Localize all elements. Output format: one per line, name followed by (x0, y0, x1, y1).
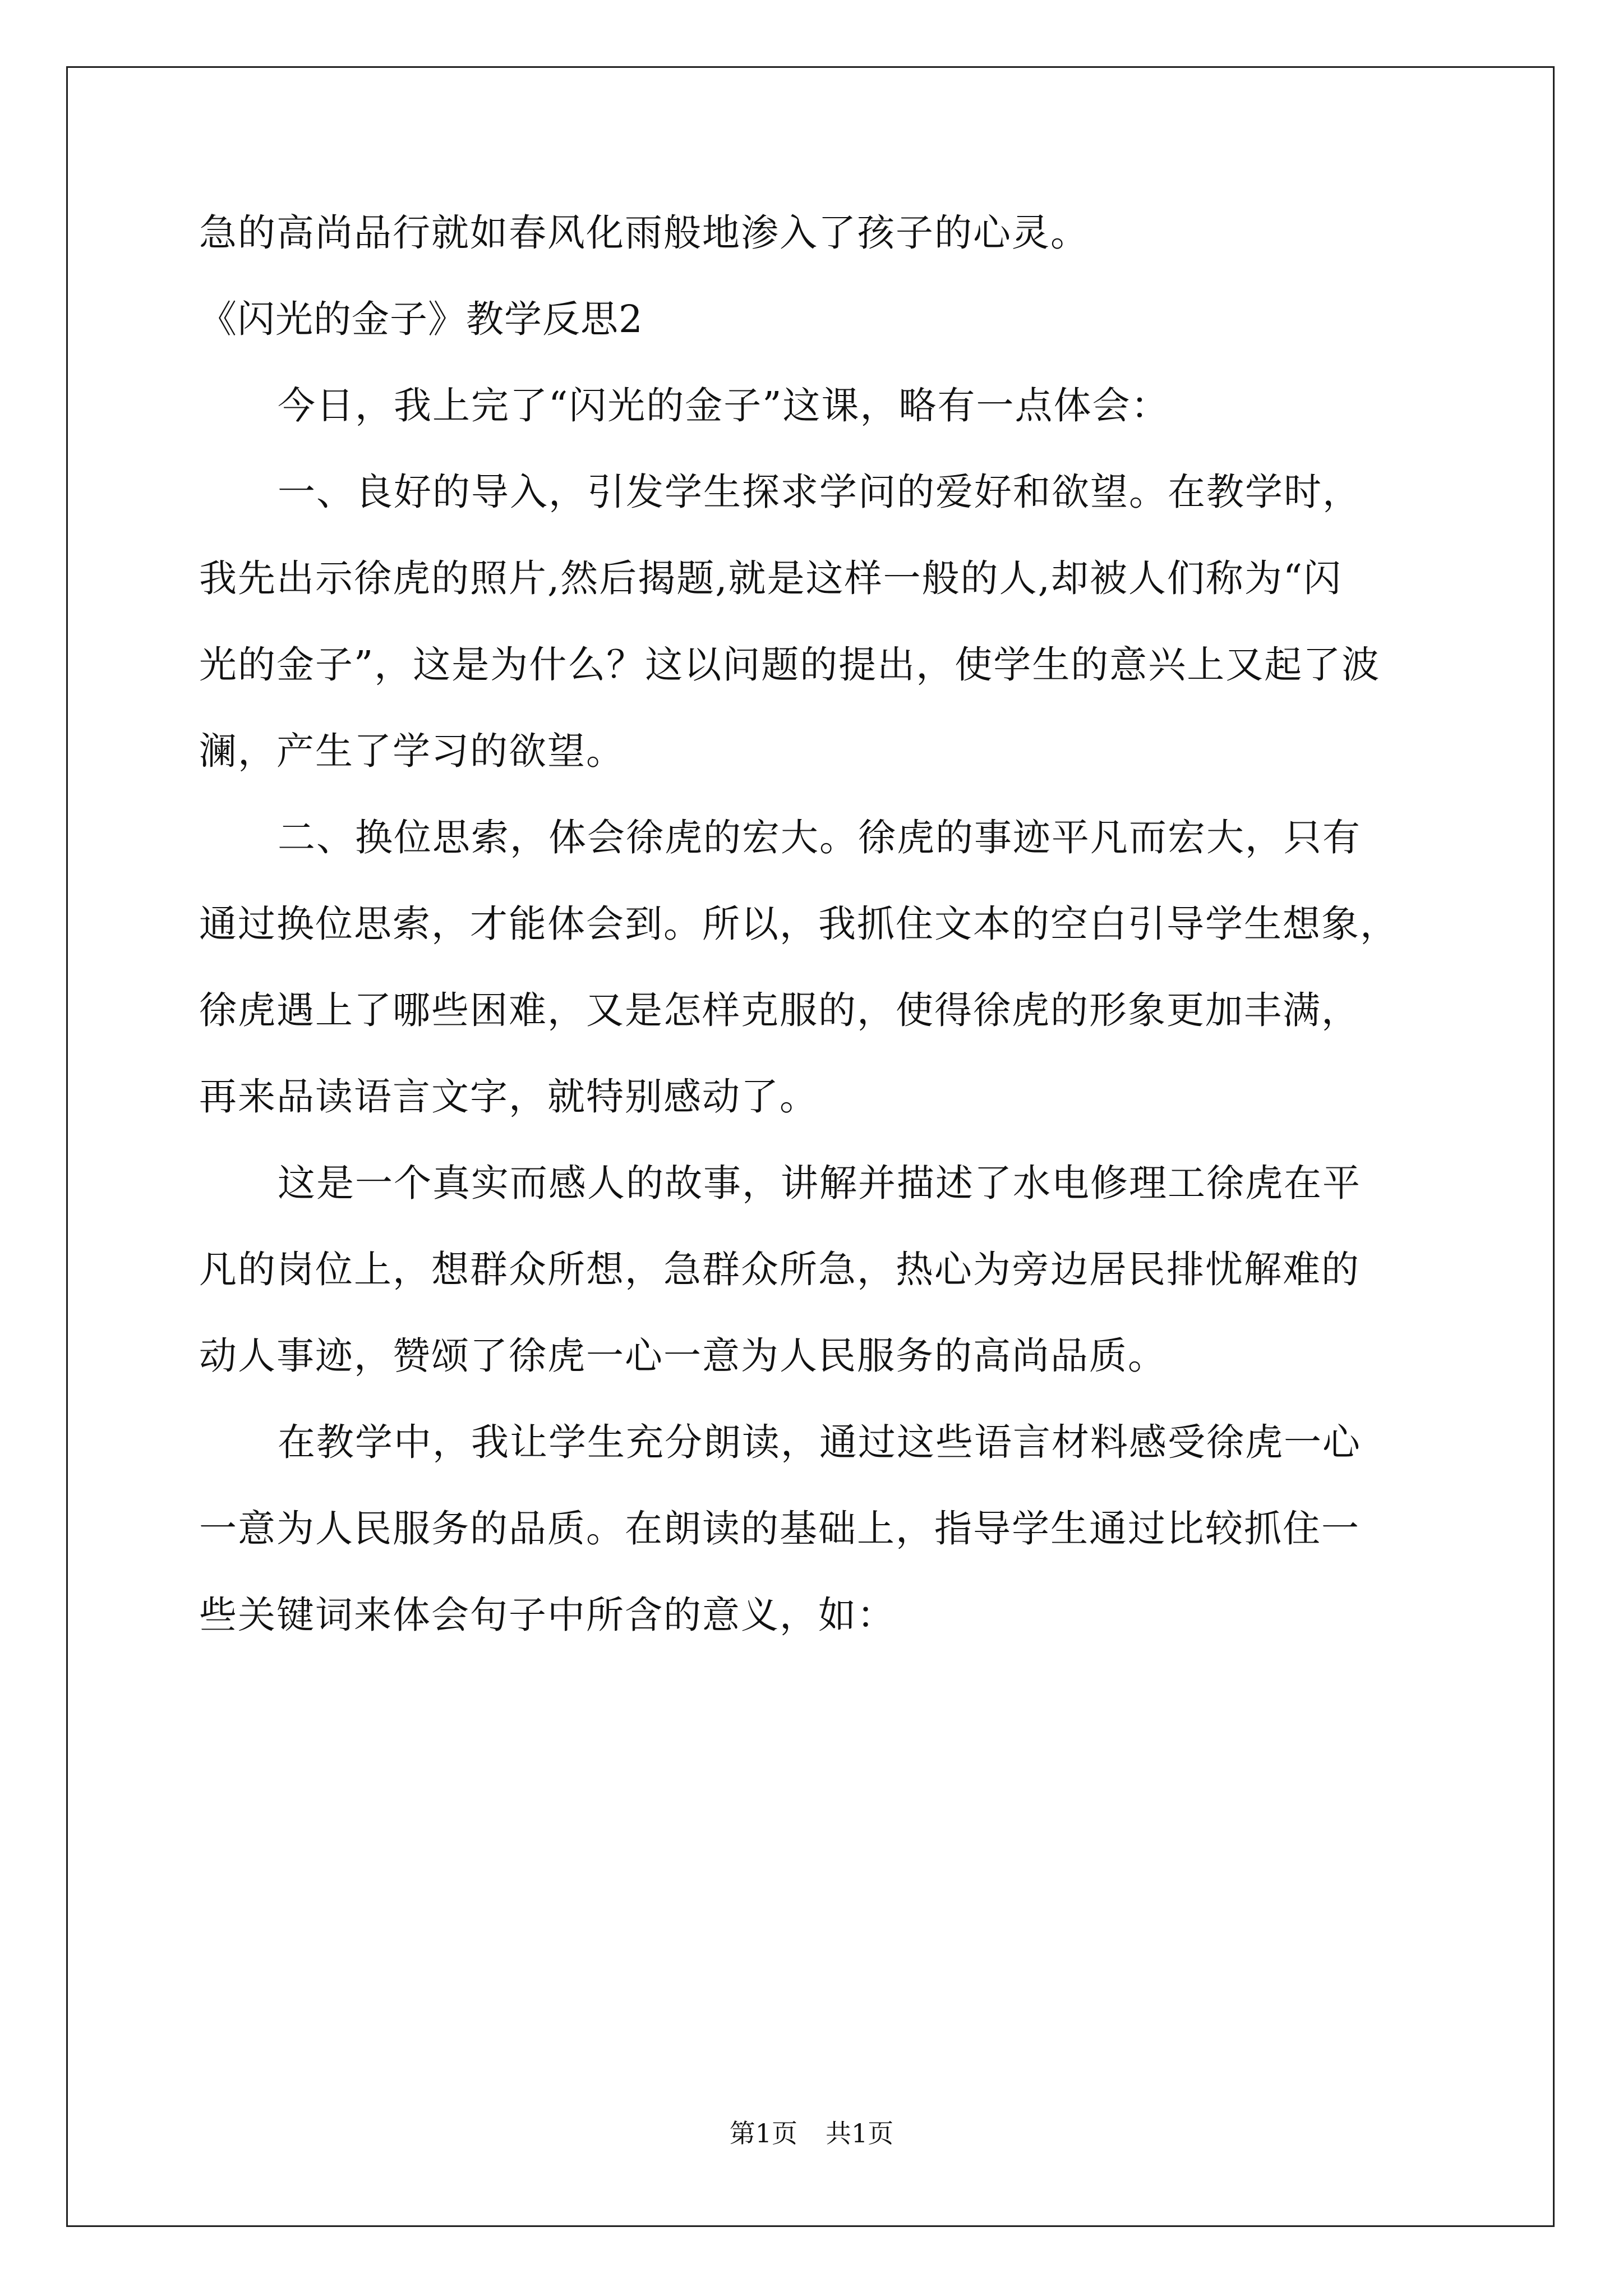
paragraph-line: 一、良好的导入，引发学生探求学问的爱好和欲望。在教学时， (278, 470, 1361, 514)
paragraph-line: 急的高尚品行就如春风化雨般地渗入了孩子的心灵。 (199, 211, 1089, 255)
paragraph-line: 徐虎遇上了哪些困难，又是怎样克服的，使得徐虎的形象更加丰满， (199, 988, 1360, 1032)
paragraph-line: 澜，产生了学习的欲望。 (199, 729, 625, 773)
paragraph-line: 光的金子”，这是为什么？这以问题的提出，使学生的意兴上又起了波 (199, 643, 1381, 687)
paragraph-line: 凡的岗位上，想群众所想，急群众所急，热心为旁边居民排忧解难的 (199, 1248, 1360, 1291)
paragraph-line: 二、换位思索，体会徐虎的宏大。徐虎的事迹平凡而宏大，只有 (278, 816, 1361, 859)
paragraph-line: 今日，我上完了“闪光的金子”这课，略有一点体会： (278, 384, 1170, 427)
page-number-current: 第1页 (729, 2118, 797, 2148)
paragraph-line: 些关键词来体会句子中所含的意义，如： (199, 1593, 896, 1637)
paragraph-line: 我先出示徐虎的照片,然后揭题,就是这样一般的人,却被人们称为“闪 (199, 556, 1343, 600)
paragraph-line: 通过换位思索，才能体会到。所以，我抓住文本的空白引导学生想象， (199, 902, 1399, 946)
paragraph-line: 再来品读语言文字，就特别感动了。 (199, 1075, 818, 1119)
paragraph-line: 一意为人民服务的品质。在朗读的基础上，指导学生通过比较抓住一 (199, 1507, 1360, 1550)
paragraph-line: 动人事迹，赞颂了徐虎一心一意为人民服务的高尚品质。 (199, 1334, 1166, 1378)
page-number-total: 共1页 (826, 2118, 894, 2148)
paragraph-line: 这是一个真实而感人的故事，讲解并描述了水电修理工徐虎在平 (278, 1161, 1361, 1205)
paragraph-line: 在教学中，我让学生充分朗读，通过这些语言材料感受徐虎一心 (278, 1420, 1361, 1464)
document-body (199, 210, 1433, 1679)
section-title: 《闪光的金子》教学反思2 (199, 297, 643, 341)
page-footer (0, 2118, 1623, 2149)
